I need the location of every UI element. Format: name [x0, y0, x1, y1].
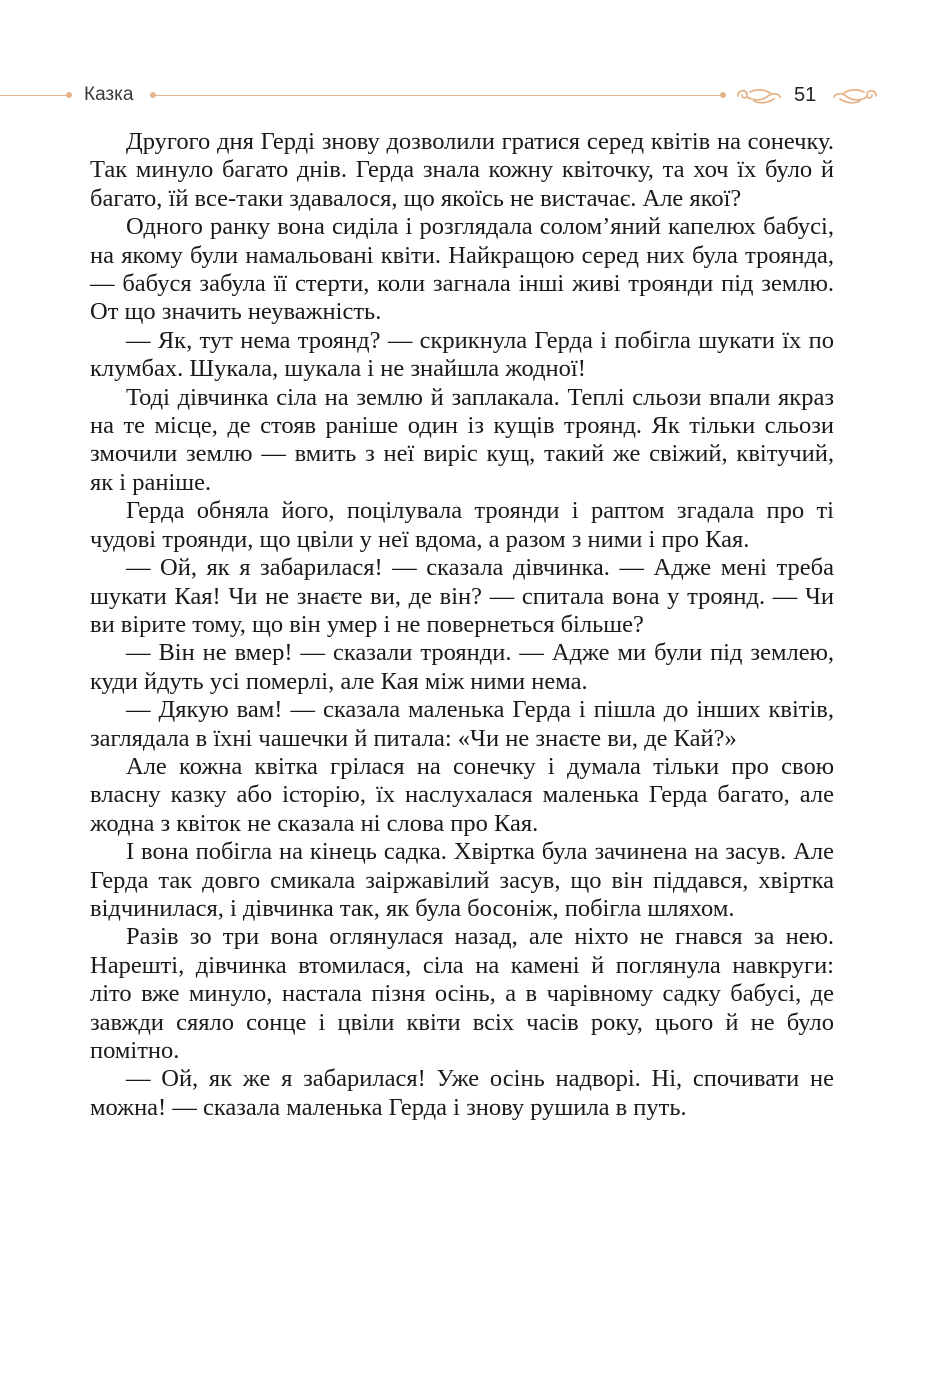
header-dot — [720, 92, 726, 98]
paragraph: Але кожна квітка грілася на сонечку і думала тільки про свою власну казку або історію, їх наслухалася маленька Герда багато, але жодна з квіток не сказала ні слова про Кая. — [90, 752, 834, 837]
running-header — [0, 74, 952, 118]
paragraph: — Як, тут нема троянд? — скрикнула Герда і побігла шукати їх по клумбах. Шукала, шукала і не знайшла жодної! — [90, 326, 834, 383]
header-rule-middle — [152, 95, 722, 96]
paragraph: Разів зо три вона оглянулася назад, але ніхто не гнався за нею. Нарешті, дівчинка втомилася, сіла на камені й поглянула навкруги: літо вже минуло, настала пізня осінь, а в чарівному садку бабусі, де завжди сяяло сонце і цвіли квіти всіх часів року, цього й не було помітно. — [90, 923, 834, 1064]
paragraph: І вона побігла на кінець садка. Хвіртка була зачинена на засув. Але Герда так довго смикала заіржавілий засув, що він піддався, хвіртка відчинилася, і дівчинка так, як була босоніж, побігла шляхом. — [90, 838, 834, 922]
paragraph: Герда обняла його, поцілувала троянди і раптом згадала про ті чудові троянди, що цвіли у неї вдома, а разом з ними і про Кая. — [90, 497, 834, 553]
paragraph: Одного ранку вона сиділа і розглядала солом’яний капелюх бабусі, на якому були намальовані квіти. Найкращою серед них була троянда, — бабуся забула її стерти, коли загнала інші живі троянди під землю. От що значить неуважність. — [90, 213, 834, 326]
paragraph: — Він не вмер! — сказали троянди. — Адже ми були під землею, куди йдуть усі померлі, але Кая між ними нема. — [90, 639, 834, 695]
paragraph: — Ой, як я забарилася! — сказала дівчинка. — Адже мені треба шукати Кая! Чи не знаєте ви, де він? — спитала вона у троянд. — Чи ви вірите тому, що він умер і не повернеться більше? — [90, 554, 834, 638]
swirl-ornament-icon — [734, 82, 784, 108]
page-number: 51 — [794, 84, 817, 106]
story-text — [90, 128, 834, 1122]
swirl-ornament-icon — [830, 82, 880, 108]
header-dot — [66, 92, 72, 98]
paragraph: — Дякую вам! — сказала маленька Герда і пішла до інших квітів, заглядала в їхні чашечки й питала: «Чи не знаєте ви, де Кай?» — [90, 696, 834, 752]
header-rule-left — [0, 95, 68, 96]
paragraph: Другого дня Герді знову дозволили гратися серед квітів на сонечку. Так минуло багато днів. Герда знала кожну квіточку, та хоч їх було й багато, їй все-таки здавалося, що якоїсь не вистачає. Але якої? — [90, 128, 834, 212]
paragraph: — Ой, як же я забарилася! Уже осінь надворі. Ні, спочивати не можна! — сказала маленька Герда і знову рушила в путь. — [90, 1065, 834, 1121]
paragraph: Тоді дівчинка сіла на землю й заплакала. Теплі сльози впали якраз на те місце, де стояв раніше один із кущів троянд. Як тільки сльози змочили землю — вмить з неї виріс кущ, такий же свіжий, квітучий, як і раніше. — [90, 383, 834, 496]
section-title: Казка — [84, 84, 134, 105]
